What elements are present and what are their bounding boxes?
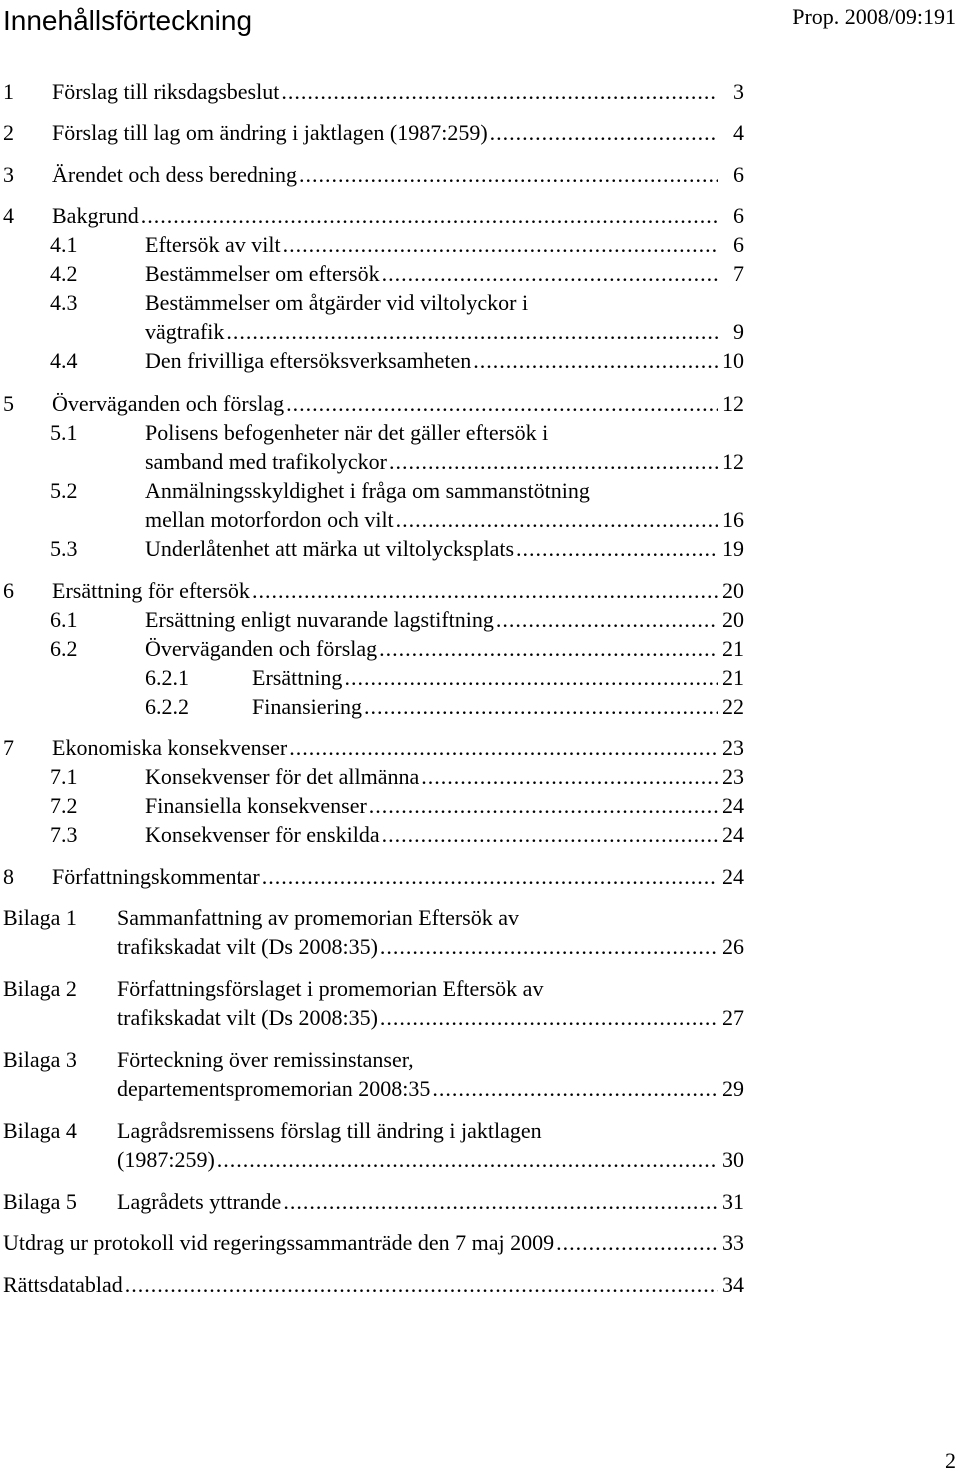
dot-leader (369, 791, 718, 820)
toc-entry-number: 6 (3, 578, 14, 603)
toc-entry-page: 6 (733, 162, 744, 187)
toc-entry-leader (3, 1228, 744, 1257)
toc-entry-leader (145, 447, 744, 476)
toc-entry-leader (145, 505, 744, 534)
dot-leader (382, 259, 718, 288)
toc-entry-title: Lagrådets yttrande (117, 1189, 282, 1214)
toc-row (0, 230, 960, 259)
toc-entry-title: Författningskommentar (52, 864, 260, 889)
toc-row (0, 733, 960, 762)
dot-leader (380, 932, 718, 961)
toc-row (0, 791, 960, 820)
dot-leader (473, 346, 718, 375)
toc-row (0, 346, 960, 375)
toc-entry-title: Ekonomiska konsekvenser (52, 735, 288, 760)
toc-entry-page: 20 (722, 578, 744, 603)
dot-leader (380, 1003, 718, 1032)
toc-entry-number: 4.1 (50, 232, 78, 257)
toc-entry-page: 12 (722, 391, 744, 416)
toc-entry-leader (52, 576, 744, 605)
toc-entry-title: Lagrådsremissens förslag till ändring i jaktlagen (117, 1118, 542, 1143)
toc-entry-page: 30 (722, 1147, 744, 1172)
dot-leader (226, 317, 718, 346)
toc-entry-page: 24 (722, 864, 744, 889)
page-title: Innehållsförteckning (3, 5, 253, 36)
dot-leader (262, 862, 718, 891)
toc-entry-title: Ersättning enligt nuvarande lagstiftning (145, 607, 494, 632)
toc-entry-page: 9 (733, 319, 744, 344)
dot-leader (496, 605, 718, 634)
toc-entry-number: 1 (3, 79, 14, 104)
toc-entry-number: 7.1 (50, 764, 78, 789)
toc-row (0, 1003, 960, 1032)
toc-entry-number: 4.2 (50, 261, 78, 286)
toc-entry-number: Bilaga 1 (3, 905, 77, 930)
toc-entry-leader (145, 317, 744, 346)
toc-entry-title: vägtrafik (145, 319, 225, 344)
toc-row (0, 447, 960, 476)
dot-leader (421, 762, 718, 791)
toc-entry-leader (52, 160, 744, 189)
toc-row (0, 118, 960, 147)
dot-leader (516, 534, 718, 563)
toc-entry-leader (145, 230, 744, 259)
toc-row (0, 605, 960, 634)
toc-entry-leader (52, 201, 744, 230)
toc-entry-title: Utdrag ur protokoll vid regeringssammanträde den 7 maj 2009 (3, 1230, 555, 1255)
toc-entry-title: Den frivilliga eftersöksverksamheten (145, 348, 472, 373)
dot-leader (252, 576, 718, 605)
toc-entry-page: 33 (722, 1230, 744, 1255)
toc-row (0, 259, 960, 288)
toc-entry-title: Polisens befogenheter när det gäller eftersök i (145, 420, 549, 445)
toc-entry-leader (52, 118, 744, 147)
toc-entry-title: Anmälningsskyldighet i fråga om sammanstötning (145, 478, 590, 503)
toc-entry-page: 23 (722, 764, 744, 789)
page-number: 2 (945, 1448, 956, 1473)
toc-entry-title: Ersättning för eftersök (52, 578, 250, 603)
toc-row (0, 288, 960, 317)
toc-entry-title: trafikskadat vilt (Ds 2008:35) (117, 1005, 378, 1030)
dot-leader (281, 77, 718, 106)
toc-entry-page: 21 (722, 636, 744, 661)
toc-entry-page: 6 (733, 203, 744, 228)
toc-row (0, 932, 960, 961)
toc-row (0, 692, 960, 721)
toc-row (0, 862, 960, 891)
toc-entry-leader (145, 791, 744, 820)
toc-entry-page: 31 (722, 1189, 744, 1214)
toc-entry-page: 24 (722, 793, 744, 818)
toc-entry-title: departementspromemorian 2008:35 (117, 1076, 431, 1101)
toc-entry-leader (145, 762, 744, 791)
toc-entry-title: Förteckning över remissinstanser, (117, 1047, 414, 1072)
toc-entry-title: Författningsförslaget i promemorian Eftersök av (117, 976, 544, 1001)
dot-leader (432, 1074, 718, 1103)
dot-leader (283, 230, 718, 259)
toc-entry-leader (252, 692, 744, 721)
toc-entry-page: 3 (733, 79, 744, 104)
toc-row (0, 1187, 960, 1216)
toc-entry-title: Överväganden och förslag (52, 391, 285, 416)
dot-leader (125, 1270, 718, 1299)
toc-entry-page: 34 (722, 1272, 744, 1297)
toc-entry-title: Bestämmelser om eftersök (145, 261, 380, 286)
toc-entry-page: 7 (733, 261, 744, 286)
toc-row (0, 1045, 960, 1074)
toc-entry-number: Bilaga 3 (3, 1047, 77, 1072)
toc-entry-title: trafikskadat vilt (Ds 2008:35) (117, 934, 378, 959)
toc-entry-leader (52, 77, 744, 106)
toc-row (0, 1228, 960, 1257)
toc-entry-page: 19 (722, 536, 744, 561)
toc-entry-leader (117, 1003, 744, 1032)
toc-entry-number: 8 (3, 864, 14, 889)
toc-entry-number: 6.2.1 (145, 665, 189, 690)
toc-entry-number: 5.2 (50, 478, 78, 503)
toc-entry-leader (52, 389, 744, 418)
toc-entry-page: 16 (722, 507, 744, 532)
toc-entry-page: 20 (722, 607, 744, 632)
toc-entry-leader (52, 862, 744, 891)
toc-row (0, 903, 960, 932)
toc-entry-leader (145, 346, 744, 375)
toc-entry-number: 7 (3, 735, 14, 760)
toc-entry-leader (145, 634, 744, 663)
toc-entry-number: Bilaga 4 (3, 1118, 77, 1143)
toc-entry-title: Rättsdatablad (3, 1272, 123, 1297)
toc-entry-leader (145, 534, 744, 563)
toc-entry-number: 4 (3, 203, 14, 228)
dot-leader (382, 820, 718, 849)
toc-entry-number: 6.1 (50, 607, 78, 632)
toc-entry-number: 6.2 (50, 636, 78, 661)
toc-entry-title: Finansiering (252, 694, 362, 719)
toc-entry-number: 2 (3, 120, 14, 145)
toc-entry-page: 23 (722, 735, 744, 760)
toc-row (0, 663, 960, 692)
toc-row (0, 534, 960, 563)
toc-entry-number: 6.2.2 (145, 694, 189, 719)
toc-entry-number: 4.3 (50, 290, 78, 315)
dot-leader (344, 663, 718, 692)
toc-entry-title: Sammanfattning av promemorian Eftersök av (117, 905, 519, 930)
toc-entry-title: Finansiella konsekvenser (145, 793, 367, 818)
toc-row (0, 389, 960, 418)
toc-row (0, 1270, 960, 1299)
toc-entry-leader (145, 259, 744, 288)
toc-row (0, 634, 960, 663)
toc-entry-page: 24 (722, 822, 744, 847)
toc-entry-title: Ersättning (252, 665, 343, 690)
toc-row (0, 476, 960, 505)
toc-entry-title: Konsekvenser för enskilda (145, 822, 380, 847)
toc-entry-title: Konsekvenser för det allmänna (145, 764, 420, 789)
toc-entry-leader (252, 663, 744, 692)
dot-leader (289, 733, 718, 762)
toc-entry-title: Ärendet och dess beredning (52, 162, 297, 187)
toc-entry-page: 21 (722, 665, 744, 690)
proposition-reference: Prop. 2008/09:191 (792, 4, 956, 29)
toc-entry-page: 27 (722, 1005, 744, 1030)
toc-row (0, 1145, 960, 1174)
toc-row (0, 317, 960, 346)
toc-entry-page: 22 (722, 694, 744, 719)
toc-entry-page: 6 (733, 232, 744, 257)
dot-leader (141, 201, 718, 230)
toc-row (0, 418, 960, 447)
toc-row (0, 1074, 960, 1103)
toc-entry-leader (52, 733, 744, 762)
toc-entry-number: 5 (3, 391, 14, 416)
toc-entry-leader (117, 1145, 744, 1174)
toc-entry-leader (117, 1074, 744, 1103)
toc-entry-title: samband med trafikolyckor (145, 449, 387, 474)
toc-entry-page: 10 (722, 348, 744, 373)
toc-row (0, 201, 960, 230)
toc-entry-leader (117, 932, 744, 961)
toc-entry-number: 7.3 (50, 822, 78, 847)
toc-entry-page: 26 (722, 934, 744, 959)
dot-leader (396, 505, 718, 534)
toc-entry-number: 5.1 (50, 420, 78, 445)
toc-row (0, 820, 960, 849)
toc-entry-leader (3, 1270, 744, 1299)
toc-row (0, 77, 960, 106)
toc-row (0, 505, 960, 534)
toc-entry-leader (145, 820, 744, 849)
toc-row (0, 974, 960, 1003)
toc-entry-leader (117, 1187, 744, 1216)
toc-entry-number: 5.3 (50, 536, 78, 561)
toc-entry-title: Förslag till riksdagsbeslut (52, 79, 280, 104)
dot-leader (286, 389, 718, 418)
toc-entry-number: 4.4 (50, 348, 78, 373)
toc-entry-title: mellan motorfordon och vilt (145, 507, 394, 532)
dot-leader (389, 447, 718, 476)
toc-entry-number: 7.2 (50, 793, 78, 818)
toc-entry-number: Bilaga 5 (3, 1189, 77, 1214)
toc-entry-title: Underlåtenhet att märka ut viltolycksplats (145, 536, 515, 561)
toc-entry-leader (145, 605, 744, 634)
toc-row (0, 1116, 960, 1145)
toc-entry-number: Bilaga 2 (3, 976, 77, 1001)
toc-entry-page: 4 (733, 120, 744, 145)
dot-leader (364, 692, 718, 721)
toc-entry-page: 29 (722, 1076, 744, 1101)
dot-leader (283, 1187, 718, 1216)
dot-leader (490, 118, 718, 147)
toc-entry-number: 3 (3, 162, 14, 187)
toc-row (0, 160, 960, 189)
toc-entry-title: (1987:259) (117, 1147, 215, 1172)
dot-leader (217, 1145, 718, 1174)
dot-leader (556, 1228, 718, 1257)
toc-entry-title: Eftersök av vilt (145, 232, 281, 257)
toc-row (0, 762, 960, 791)
toc-entry-title: Bakgrund (52, 203, 139, 228)
dot-leader (299, 160, 718, 189)
dot-leader (379, 634, 718, 663)
toc-entry-title: Överväganden och förslag (145, 636, 378, 661)
toc-entry-title: Bestämmelser om åtgärder vid viltolyckor i (145, 290, 529, 315)
toc-entry-page: 12 (722, 449, 744, 474)
toc-entry-title: Förslag till lag om ändring i jaktlagen (1987:259) (52, 120, 488, 145)
toc-row (0, 576, 960, 605)
